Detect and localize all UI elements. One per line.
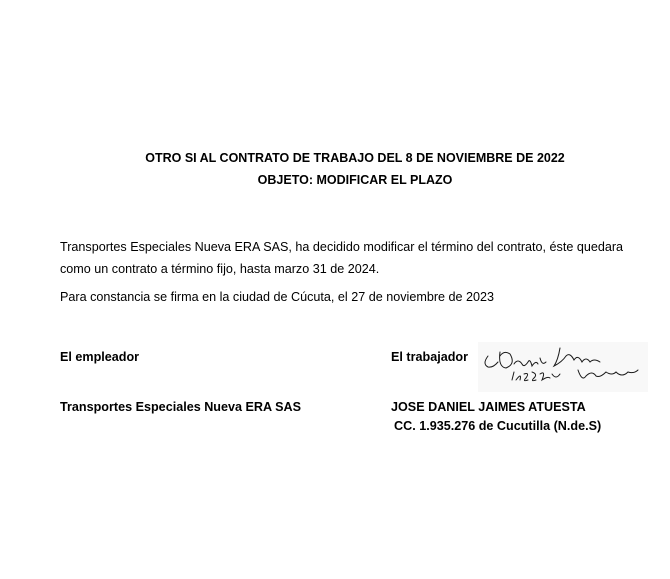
title-line-1: OTRO SI AL CONTRATO DE TRABAJO DEL 8 DE NOVIEMBRE DE 2022 [145, 151, 565, 165]
paragraph-1-line-1: Transportes Especiales Nueva ERA SAS, ha decidido modificar el término del contrato, éste quedara [60, 240, 624, 254]
worker-id: CC. 1.935.276 de Cucutilla (N.de.S) [394, 419, 602, 433]
paragraph-2: Para constancia se firma en la ciudad de Cúcuta, el 27 de noviembre de 2023 [60, 290, 495, 304]
signature-image [478, 342, 648, 392]
paragraph-1-line-2: como un contrato a término fijo, hasta marzo 31 de 2024. [60, 262, 380, 276]
paragraph-1 [60, 236, 660, 280]
employer-name: Transportes Especiales Nueva ERA SAS [60, 400, 302, 414]
worker-name: JOSE DANIEL JAIMES ATUESTA [391, 400, 586, 414]
employer-label: El empleador [60, 350, 140, 364]
title-line-2: OBJETO: MODIFICAR EL PLAZO [257, 173, 453, 187]
worker-label: El trabajador [391, 350, 468, 364]
